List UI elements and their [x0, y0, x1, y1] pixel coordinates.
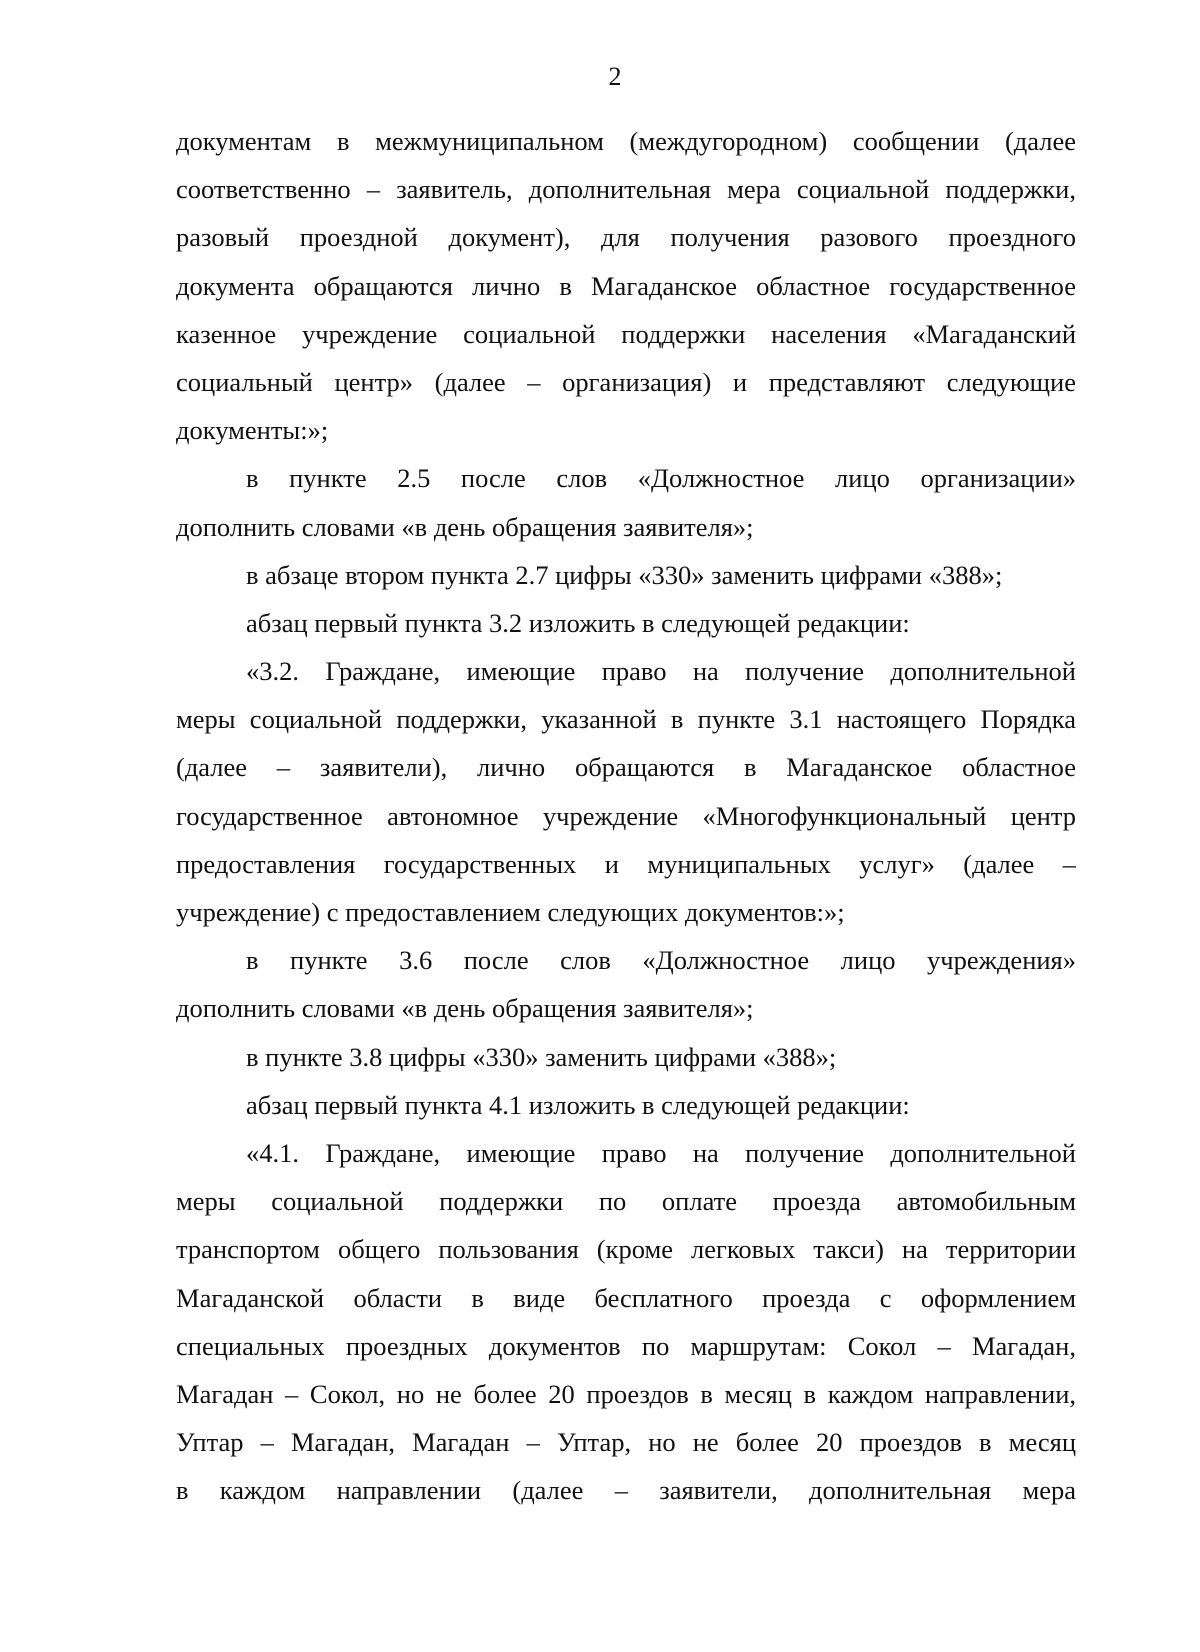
text-line: предоставления государственных и муниципальных услуг» (далее –	[176, 848, 1076, 879]
text-line: транспортом общего пользования (кроме легковых такси) на территории	[176, 1234, 1076, 1265]
document-body	[176, 117, 1076, 1514]
text-line: меры социальной поддержки по оплате проезда автомобильным	[176, 1186, 1076, 1217]
text-line: «4.1. Граждане, имеющие право на получение дополнительной	[246, 1137, 1076, 1168]
text-line: Магаданской области в виде бесплатного проезда с оформлением	[176, 1282, 1076, 1313]
text-line: Уптар – Магадан, Магадан – Уптар, но не более 20 проездов в месяц	[176, 1427, 1076, 1458]
text-line: (далее – заявители), лично обращаются в Магаданское областное	[176, 752, 1076, 783]
page-number: 2	[608, 62, 622, 91]
text-line: документа обращаются лично в Магаданское областное государственное	[176, 270, 1076, 301]
text-line: разовый проездной документ), для получения разового проездного	[176, 222, 1076, 253]
text-line: абзац первый пункта 4.1 изложить в следующей редакции:	[246, 1089, 910, 1120]
text-line: дополнить словами «в день обращения заявителя»;	[176, 993, 754, 1024]
text-line: казенное учреждение социальной поддержки населения «Магаданский	[176, 318, 1076, 349]
text-line: в пункте 2.5 после слов «Должностное лицо организации»	[246, 463, 1076, 494]
text-line: в абзаце втором пункта 2.7 цифры «330» заменить цифрами «388»;	[246, 559, 1003, 590]
text-line: социальный центр» (далее – организация) и представляют следующие	[176, 366, 1076, 397]
text-line: в пункте 3.6 после слов «Должностное лицо учреждения»	[246, 945, 1076, 976]
text-line: соответственно – заявитель, дополнительная мера социальной поддержки,	[176, 174, 1076, 205]
text-line: меры социальной поддержки, указанной в пункте 3.1 настоящего Порядка	[176, 704, 1076, 735]
text-line: государственное автономное учреждение «Многофункциональный центр	[176, 800, 1076, 831]
text-line: «3.2. Граждане, имеющие право на получение дополнительной	[246, 656, 1076, 687]
text-line: в пункте 3.8 цифры «330» заменить цифрами «388»;	[246, 1041, 837, 1072]
text-line: специальных проездных документов по маршрутам: Сокол – Магадан,	[176, 1330, 1076, 1361]
text-line: учреждение) с предоставлением следующих документов:»;	[176, 897, 845, 927]
text-line: в каждом направлении (далее – заявители, дополнительная мера	[176, 1475, 1076, 1506]
text-line: Магадан – Сокол, но не более 20 проездов в месяц в каждом направлении,	[176, 1378, 1076, 1409]
text-line: абзац первый пункта 3.2 изложить в следующей редакции:	[246, 607, 910, 638]
text-line: документы:»;	[176, 415, 329, 446]
text-line: дополнить словами «в день обращения заявителя»;	[176, 511, 754, 542]
text-line: документам в межмуниципальном (междугородном) сообщении (далее	[176, 126, 1076, 156]
